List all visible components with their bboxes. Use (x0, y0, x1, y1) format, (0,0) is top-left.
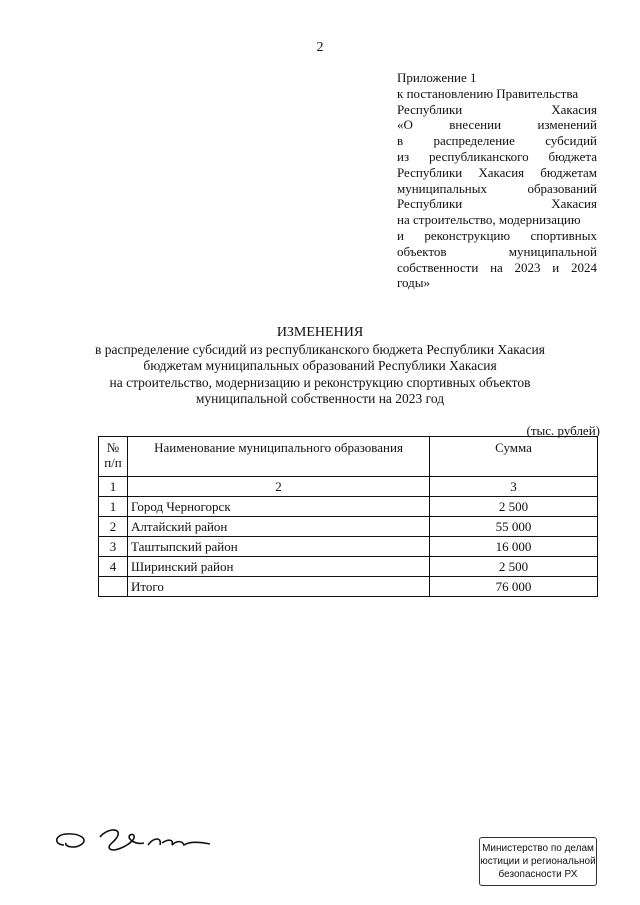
table-header-row (99, 437, 598, 477)
appendix-line (397, 244, 597, 260)
table-row (99, 517, 598, 537)
header-name: Наименование муниципального образования (128, 437, 430, 477)
row-name: Ширинский район (128, 557, 430, 577)
row-sum: 2 500 (430, 557, 598, 577)
appendix-line (397, 196, 597, 212)
total-label: Итого (128, 577, 430, 597)
word: на (490, 259, 503, 275)
row-sum: 2 500 (430, 497, 598, 517)
column-number: 2 (128, 477, 430, 497)
word: муниципальной (508, 243, 597, 259)
row-name: Алтайский район (128, 517, 430, 537)
total-sum: 76 000 (430, 577, 598, 597)
document-title (60, 325, 580, 408)
row-name: Таштыпский район (128, 537, 430, 557)
appendix-line (397, 165, 597, 181)
appendix-line: на строительство, модернизацию (397, 212, 581, 228)
word: муниципальных (397, 180, 488, 196)
total-num (99, 577, 128, 597)
stamp-line: Министерство по делам (482, 843, 594, 854)
word: Хакасия (551, 196, 597, 212)
column-number: 3 (430, 477, 598, 497)
word: бюджетам (540, 164, 597, 180)
appendix-line (397, 181, 597, 197)
title-heading: ИЗМЕНЕНИЯ (276, 325, 364, 340)
word: Республики (397, 196, 463, 212)
word: Республики (397, 101, 463, 117)
units-label: (тыс. рублей) (526, 423, 600, 438)
title-line: на строительство, модернизацию и реконструкцию спортивных объектов (109, 374, 531, 390)
subsidy-table (98, 436, 598, 597)
word: субсидий (545, 133, 597, 149)
word: Республики (397, 164, 463, 180)
title-line: муниципальной собственности на 2023 год (195, 391, 445, 406)
row-sum: 16 000 (430, 537, 598, 557)
appendix-line (397, 117, 597, 133)
appendix-line: к постановлению Правительства (397, 85, 579, 101)
appendix-line (397, 260, 597, 276)
header-num (99, 437, 128, 477)
appendix-line (397, 102, 597, 118)
word: из (397, 148, 410, 164)
stamp-line: юстиции и региональной (480, 856, 596, 867)
page-number: 2 (316, 40, 324, 55)
column-number-row (99, 477, 598, 497)
header-num-line: п/п (104, 455, 122, 470)
row-sum: 55 000 (430, 517, 598, 537)
word: 2024 (570, 259, 597, 275)
row-num: 1 (99, 497, 128, 517)
word: распределение (433, 133, 515, 149)
signature-image (50, 815, 230, 860)
table-row (99, 537, 598, 557)
appendix-line (397, 149, 597, 165)
title-line: бюджетам муниципальных образований Республики Хакасия (143, 358, 497, 373)
table-row (99, 497, 598, 517)
word: «О (397, 117, 413, 133)
word: внесении (449, 117, 502, 133)
appendix-line (397, 133, 597, 149)
header-sum: Сумма (430, 437, 598, 477)
word: Хакасия (551, 101, 597, 117)
appendix-block (397, 70, 597, 291)
word: собственности (397, 259, 479, 275)
word: изменений (537, 117, 597, 133)
word: реконструкцию (424, 227, 511, 243)
row-name: Город Черногорск (128, 497, 430, 517)
word: объектов (397, 243, 447, 259)
total-row (99, 577, 598, 597)
row-num: 3 (99, 537, 128, 557)
title-line: в распределение субсидий из республиканского бюджета Республики Хакасия (95, 341, 545, 357)
appendix-line: годы» (397, 275, 430, 291)
stamp-line: безопасности РХ (498, 869, 578, 880)
table-row (99, 557, 598, 577)
word: образований (527, 180, 597, 196)
word: спортивных (530, 227, 597, 243)
word: 2023 (514, 259, 541, 275)
header-num-line: № (106, 440, 120, 455)
column-number: 1 (99, 477, 128, 497)
word: республиканского (428, 148, 529, 164)
word: и (552, 259, 560, 275)
row-num: 4 (99, 557, 128, 577)
word: и (397, 227, 404, 243)
appendix-line: Приложение 1 (397, 70, 477, 85)
row-num: 2 (99, 517, 128, 537)
word: в (397, 133, 404, 149)
word: Хакасия (478, 164, 525, 180)
appendix-line (397, 228, 597, 244)
ministry-stamp (479, 837, 597, 886)
word: бюджета (548, 148, 597, 164)
